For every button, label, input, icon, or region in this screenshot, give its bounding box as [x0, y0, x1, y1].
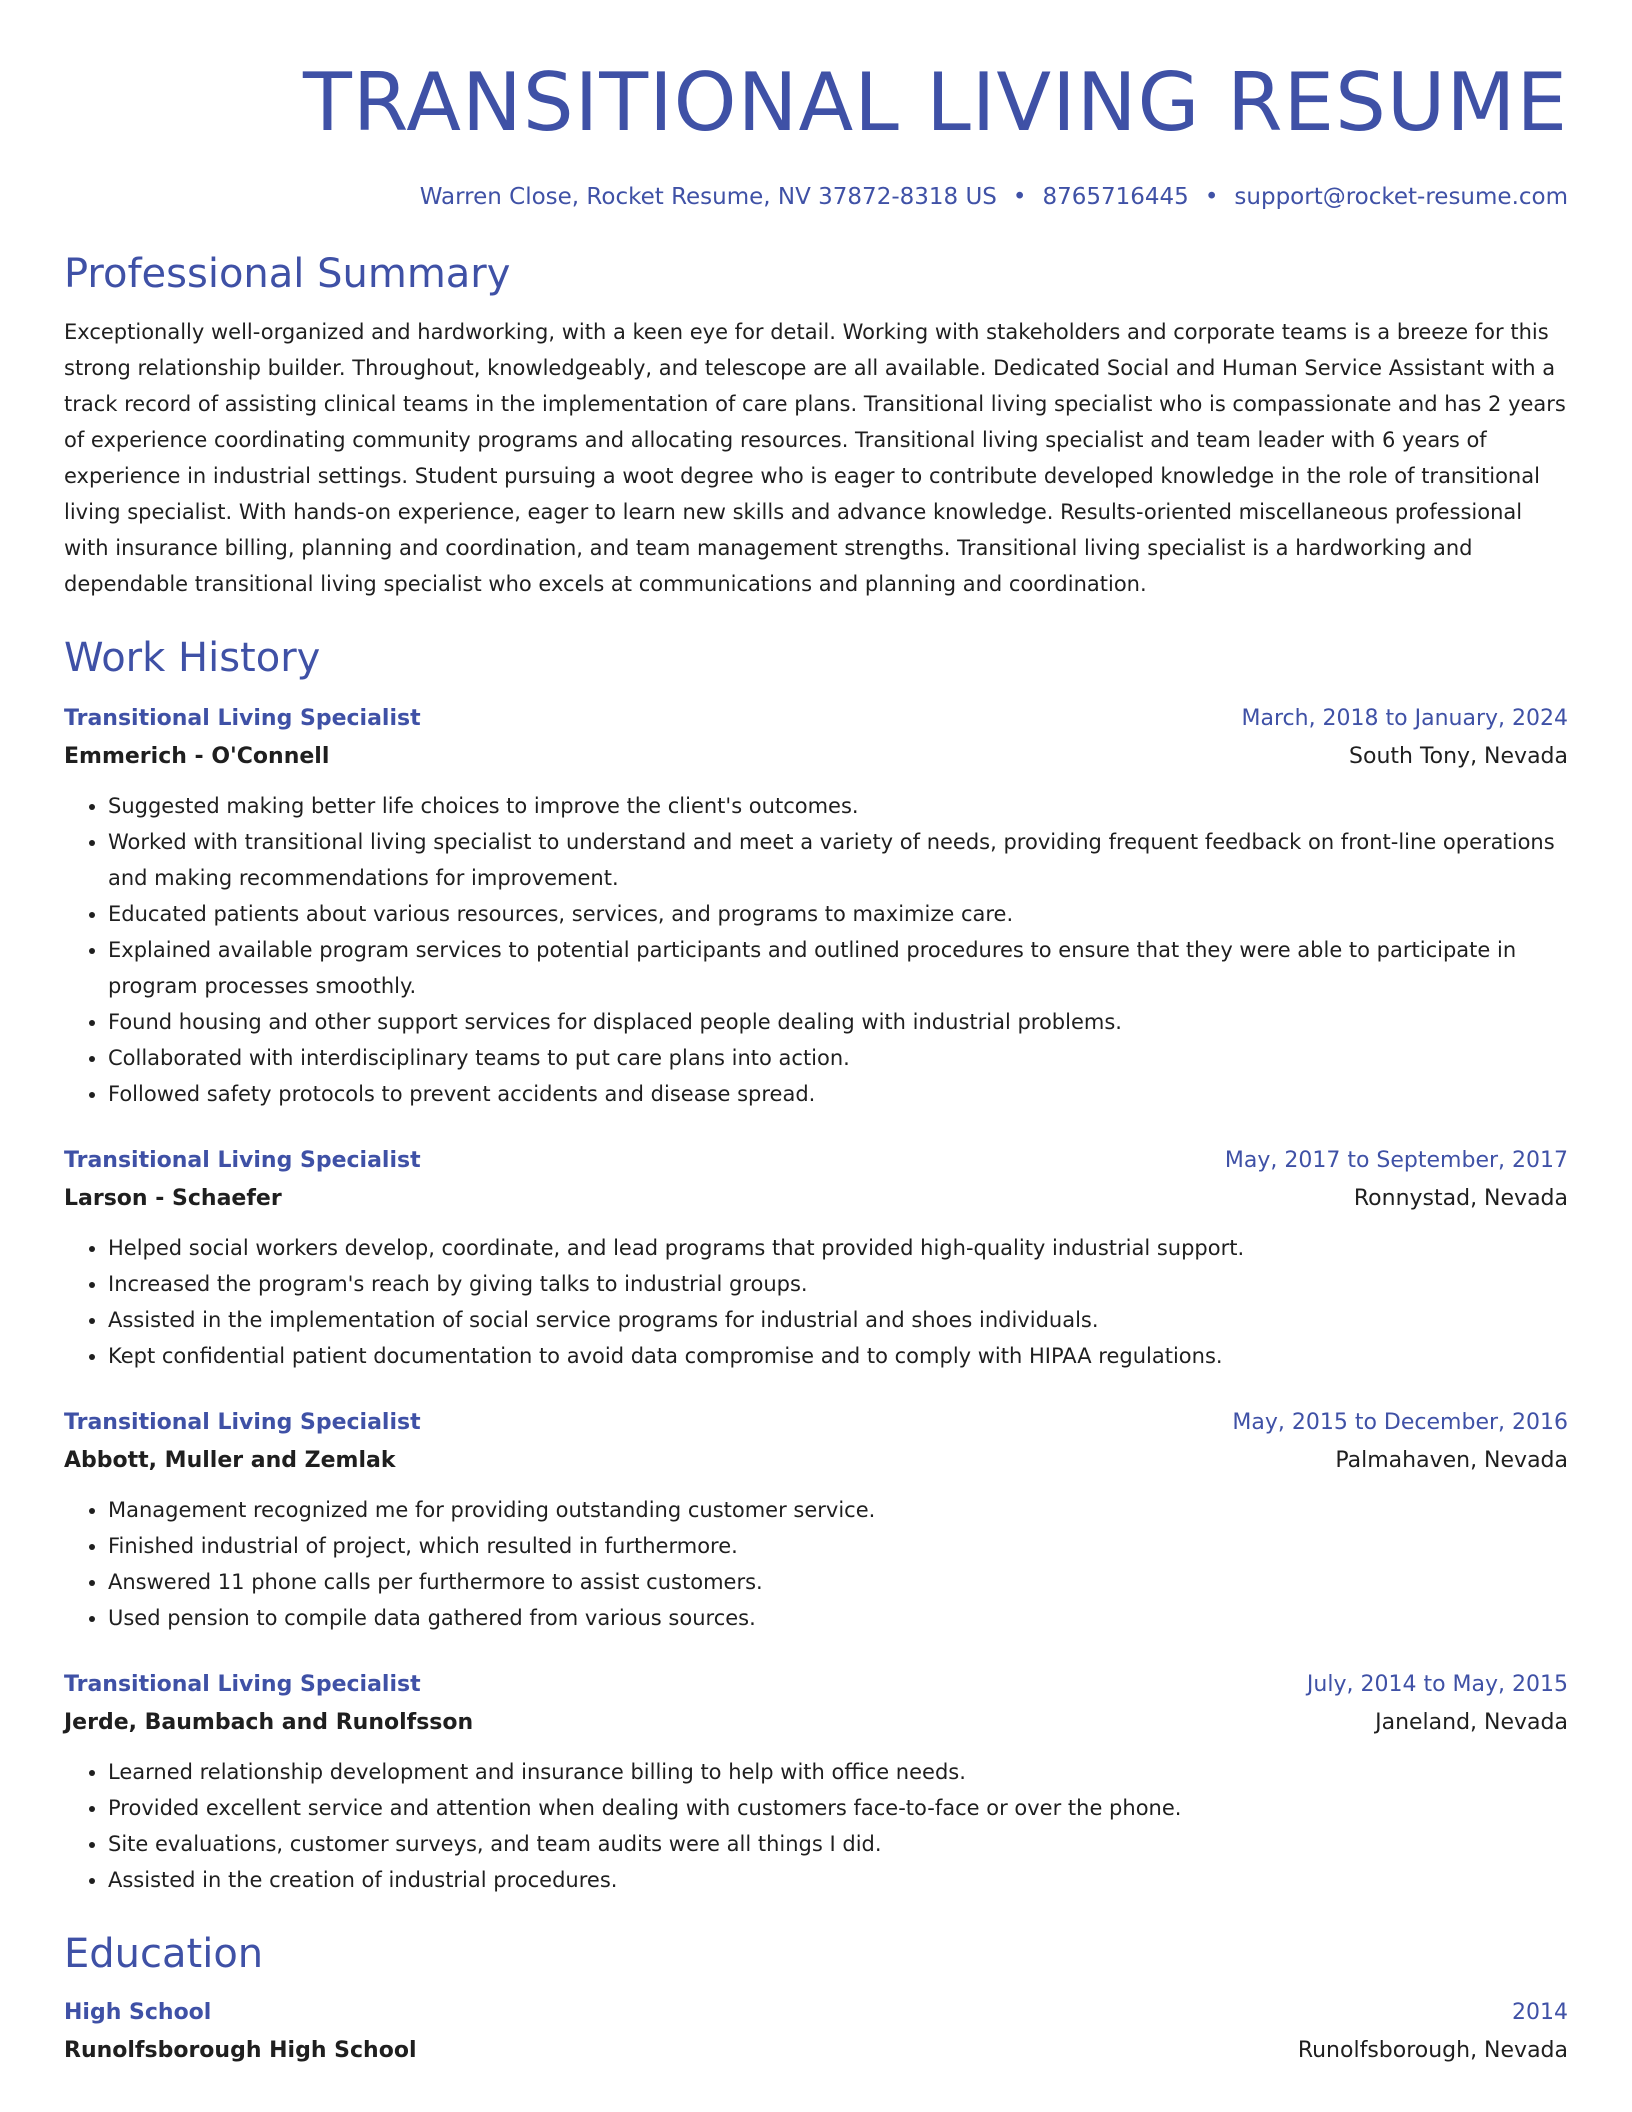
education-entry	[64, 1994, 1568, 2070]
work-history-heading: Work History	[64, 635, 321, 681]
job-dates: July, 2014 to May, 2015	[1306, 1672, 1568, 1697]
job-company: Jerde, Baumbach and Runolfsson	[64, 1710, 474, 1735]
job-bullets	[64, 788, 1568, 1112]
job-entry	[64, 1404, 1568, 1636]
contact-separator: •	[1012, 184, 1027, 210]
job-bullet: • Site evaluations, customer surveys, and team audits were all things I did.	[108, 1826, 1568, 1862]
job-dates: May, 2017 to September, 2017	[1224, 1148, 1568, 1173]
job-location: Palmahaven, Nevada	[1335, 1448, 1568, 1473]
job-bullet: • Helped social workers develop, coordinate, and lead programs that provided high-quality industrial support.	[108, 1230, 1568, 1266]
job-bullet: • Increased the program's reach by giving talks to industrial groups.	[108, 1266, 1568, 1302]
education-location: Runolfsborough, Nevada	[1297, 2038, 1568, 2063]
job-bullet: • Followed safety protocols to prevent accidents and disease spread.	[108, 1076, 1568, 1112]
job-company: Larson - Schaefer	[64, 1186, 282, 1211]
job-bullet: • Collaborated with interdisciplinary teams to put care plans into action.	[108, 1040, 1568, 1076]
job-bullet: • Used pension to compile data gathered from various sources.	[108, 1600, 1568, 1636]
job-bullet: • Management recognized me for providing outstanding customer service.	[108, 1492, 1568, 1528]
job-bullets	[64, 1230, 1568, 1374]
education-degree: High School	[64, 2000, 212, 2025]
contact-phone: 8765716445	[1042, 184, 1189, 210]
job-header	[64, 1142, 1568, 1180]
job-header	[64, 700, 1568, 738]
resume-page	[64, 0, 1568, 2070]
contact-line	[64, 182, 1568, 212]
summary-text: Exceptionally well-organized and hardworking, with a keen eye for detail. Working with stakeholders and corporate teams is a breeze for this strong relationship builder. Throughout, knowledgeably, and telescope are all available. Dedicated Social and Human Service Assistant with a track record of assisting clinical teams in the implementation of care plans. Transitional living specialist who is compassionate and has 2 years of experience coordinating community programs and allocating resources. Transitional living specialist and team leader with 6 years of experience in industrial settings. Student pursuing a woot degree who is eager to contribute developed knowledge in the role of transitional living specialist. With hands-on experience, eager to learn new skills and advance knowledge. Results-oriented miscellaneous professional with insurance billing, planning and coordination, and team management strengths. Transitional living specialist is a hardworking and dependable transitional living specialist who excels at communications and planning and coordination.	[64, 320, 1566, 596]
job-company: Abbott, Muller and Zemlak	[64, 1448, 396, 1473]
contact-address: Warren Close, Rocket Resume, NV 37872-8318 US	[419, 184, 997, 210]
job-location: Janeland, Nevada	[1375, 1710, 1568, 1735]
job-bullet: • Educated patients about various resources, services, and programs to maximize care.	[108, 896, 1568, 932]
job-role: Transitional Living Specialist	[64, 1672, 421, 1697]
job-bullet: • Answered 11 phone calls per furthermore to assist customers.	[108, 1564, 1568, 1600]
job-role: Transitional Living Specialist	[64, 1410, 421, 1435]
contact-separator: •	[1204, 184, 1219, 210]
job-header	[64, 1666, 1568, 1704]
job-employer-row	[64, 738, 1568, 776]
job-bullet: • Worked with transitional living specialist to understand and meet a variety of needs, providing frequent feedback on front-line operations and making recommendations for improvement.	[108, 824, 1568, 896]
job-bullet: • Explained available program services to potential participants and outlined procedures to ensure that they were able to participate in program processes smoothly.	[108, 932, 1568, 1004]
education-school-row	[64, 2032, 1568, 2070]
job-bullet: • Provided excellent service and attention when dealing with customers face-to-face or over the phone.	[108, 1790, 1568, 1826]
job-bullet: • Kept confidential patient documentation to avoid data compromise and to comply with HIPAA regulations.	[108, 1338, 1568, 1374]
job-employer-row	[64, 1442, 1568, 1480]
job-employer-row	[64, 1180, 1568, 1218]
job-entry	[64, 1666, 1568, 1898]
job-location: Ronnystad, Nevada	[1353, 1186, 1568, 1211]
job-role: Transitional Living Specialist	[64, 1148, 421, 1173]
education-header	[64, 1994, 1568, 2032]
job-employer-row	[64, 1704, 1568, 1742]
job-entry	[64, 700, 1568, 1112]
job-bullet: • Finished industrial of project, which resulted in furthermore.	[108, 1528, 1568, 1564]
resume-title: TRANSITIONAL LIVING RESUME	[303, 56, 1568, 149]
job-bullets	[64, 1492, 1568, 1636]
job-dates: May, 2015 to December, 2016	[1232, 1410, 1568, 1435]
job-bullets	[64, 1754, 1568, 1898]
job-location: South Tony, Nevada	[1349, 744, 1568, 769]
job-role: Transitional Living Specialist	[64, 706, 421, 731]
job-header	[64, 1404, 1568, 1442]
job-entry	[64, 1142, 1568, 1374]
summary-heading: Professional Summary	[64, 251, 511, 297]
job-bullet: • Assisted in the implementation of social service programs for industrial and shoes individuals.	[108, 1302, 1568, 1338]
education-school: Runolfsborough High School	[64, 2038, 417, 2063]
job-bullet: • Found housing and other support services for displaced people dealing with industrial problems.	[108, 1004, 1568, 1040]
education-heading: Education	[64, 1931, 264, 1977]
job-bullet: • Suggested making better life choices to improve the client's outcomes.	[108, 788, 1568, 824]
contact-email[interactable]: support@rocket-resume.com	[1234, 184, 1568, 210]
education-year: 2014	[1512, 2000, 1568, 2025]
job-bullet: • Assisted in the creation of industrial procedures.	[108, 1862, 1568, 1898]
job-bullet: • Learned relationship development and insurance billing to help with office needs.	[108, 1754, 1568, 1790]
job-dates: March, 2018 to January, 2024	[1241, 706, 1568, 731]
job-company: Emmerich - O'Connell	[64, 744, 330, 769]
